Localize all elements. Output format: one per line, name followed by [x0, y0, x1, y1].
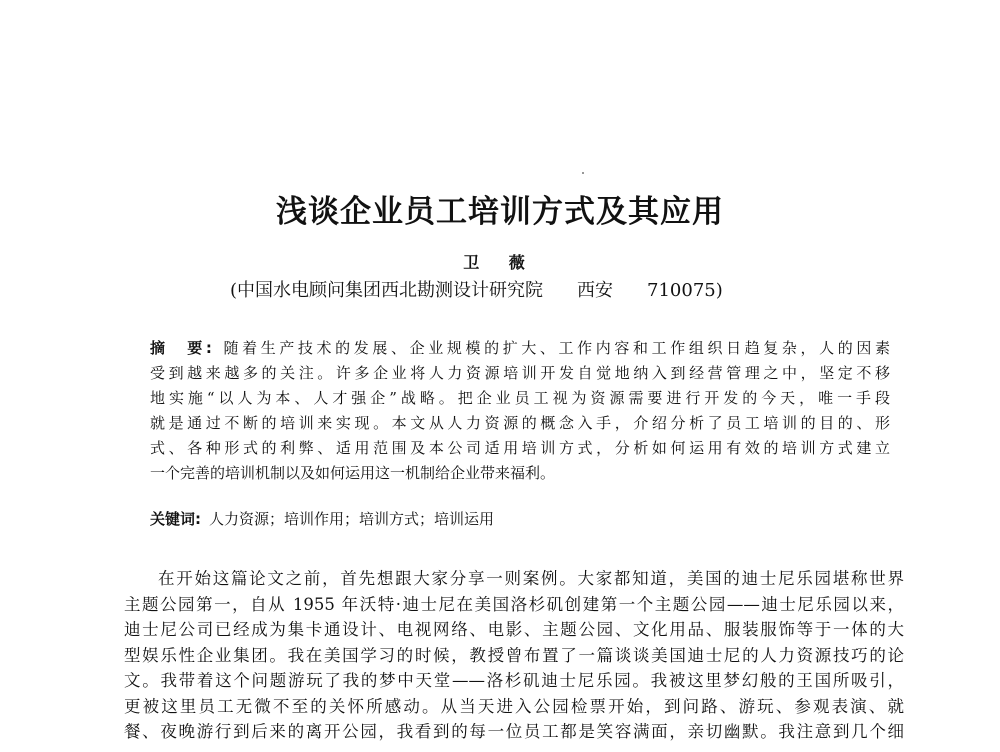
abstract-line: 一个完善的培训机制以及如何运用这一机制给企业带来福利。	[150, 464, 556, 482]
keywords-text: 人力资源；培训作用；培训方式；培训运用	[209, 510, 495, 528]
abstract-text: 随着生产技术的发展、企业规模的扩大、工作内容和工作组织日趋复杂，人的因素	[219, 339, 891, 357]
body-line: 在开始这篇论文之前，首先想跟大家分享一则案例。大家都知道，美国的迪士尼乐园堪称世界	[158, 569, 904, 588]
abstract-line: 地实施“以人为本、人才强企”战略。把企业员工视为资源需要进行开发的今天，唯一手段	[150, 389, 890, 407]
abstract	[150, 336, 890, 486]
affiliation-open-paren: (	[230, 280, 238, 301]
body-line: 主题公园第一，自从 1955 年沃特·迪士尼在美国洛杉矶创建第一个主题公园——迪士尼乐园以来，	[124, 594, 904, 614]
abstract-label: 摘 要:	[150, 339, 212, 357]
body-line: 餐、夜晚游行到后来的离开公园，我看到的每一位员工都是笑容满面，亲切幽默。我注意到几个细	[124, 722, 904, 741]
abstract-line: 受到越来越多的关注。许多企业将人力资源培训开发自觉地纳入到经营管理之中，坚定不移	[150, 364, 890, 382]
author-name: 卫 薇	[463, 253, 537, 272]
abstract-line	[150, 336, 890, 361]
body-text	[124, 566, 904, 745]
affiliation-city: 西安	[577, 280, 614, 301]
affiliation	[230, 276, 810, 302]
abstract-line: 式、各种形式的利弊、适用范围及本公司适用培训方式，分析如何运用有效的培训方式建立	[150, 439, 890, 457]
affiliation-org: 中国水电顾问集团西北勘测设计研究院	[237, 280, 544, 301]
keywords-label: 关键词:	[150, 510, 201, 528]
body-line: 型娱乐性企业集团。我在美国学习的时候，教授曾布置了一篇谈谈美国迪士尼的人力资源技巧的论	[124, 645, 904, 665]
body-line: 文。我带着这个问题游玩了我的梦中天堂——洛杉矶迪士尼乐园。我被这里梦幻般的王国所吸引，	[124, 671, 904, 690]
keywords	[150, 508, 890, 529]
paper-title: 浅谈企业员工培训方式及其应用	[276, 194, 724, 230]
body-line: 更被这里员工无微不至的关怀所感动。从当天进入公园检票开始，到问路、游玩、参观表演、就	[124, 696, 904, 716]
scan-speck	[582, 172, 584, 174]
affiliation-close-paren: )	[715, 280, 723, 301]
body-line: 迪士尼公司已经成为集卡通设计、电视网络、电影、主题公园、文化用品、服装服饰等于一体的大	[124, 620, 904, 639]
affiliation-postcode: 710075	[647, 280, 716, 301]
abstract-line: 就是通过不断的培训来实现。本文从人力资源的概念入手，介绍分析了员工培训的目的、形	[150, 414, 890, 432]
